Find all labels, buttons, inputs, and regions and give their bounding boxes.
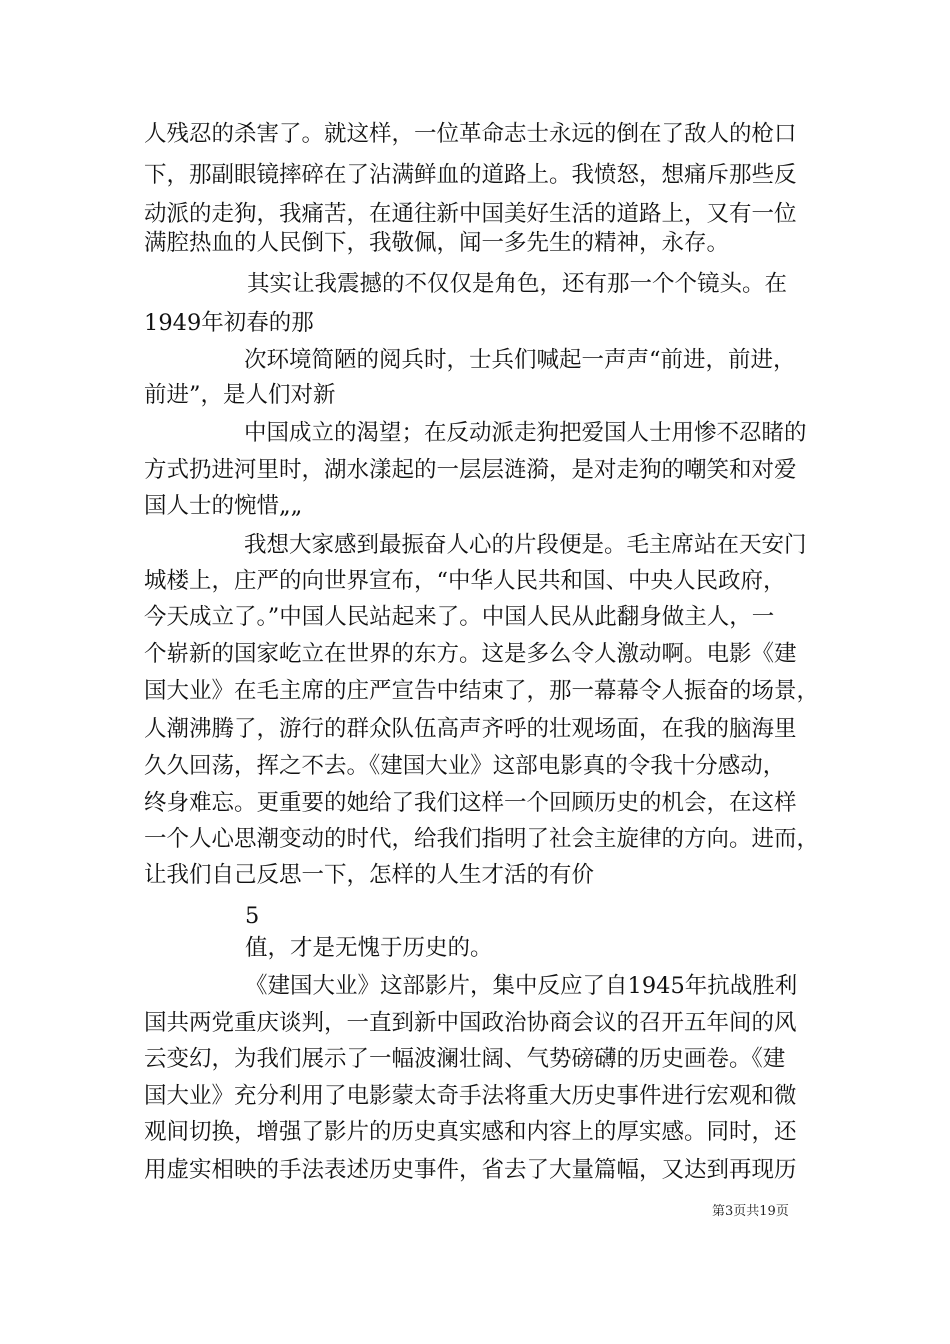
text-line: 国大业》在毛主席的庄严宣告中结束了，那一幕幕令人振奋的场景， xyxy=(144,678,820,704)
text-line: 前进”，是人们对新 xyxy=(144,382,336,408)
text-line: 个崭新的国家屹立在世界的东方。这是多么令人激动啊。电影《建 xyxy=(144,641,797,667)
text-line: 我想大家感到最振奋人心的片段便是。毛主席站在天安门 xyxy=(244,532,807,558)
text-line: 国共两党重庆谈判，一直到新中国政治协商会议的召开五年间的风 xyxy=(144,1010,797,1036)
text-line: 人潮沸腾了，游行的群众队伍高声齐呼的壮观场面，在我的脑海里 xyxy=(144,716,797,742)
text-line: 人残忍的杀害了。就这样，一位革命志士永远的倒在了敌人的枪口 xyxy=(144,121,797,147)
text-line: 下，那副眼镜摔碎在了沾满鲜血的道路上。我愤怒，想痛斥那些反 xyxy=(144,162,797,188)
text-line: 值，才是无愧于历史的。 xyxy=(245,935,493,961)
text-line: 中国成立的渴望；在反动派走狗把爱国人士用惨不忍睹的 xyxy=(244,420,807,446)
text-line: 让我们自己反思一下，怎样的人生才活的有价 xyxy=(144,862,595,888)
text-line: 一个人心思潮变动的时代，给我们指明了社会主旋律的方向。进而， xyxy=(144,826,820,852)
text-line: 久久回荡，挥之不去。《建国大业》这部电影真的令我十分感动， xyxy=(144,753,786,779)
text-line: 其实让我震撼的不仅仅是角色，还有那一个个镜头。在 xyxy=(247,271,788,297)
text-line: 用虚实相映的手法表述历史事件，省去了大量篇幅，又达到再现历 xyxy=(144,1157,797,1183)
text-line: 终身难忘。更重要的她给了我们这样一个回顾历史的机会，在这样 xyxy=(144,790,797,816)
text-line: 今天成立了。”中国人民站起来了。中国人民从此翻身做主人，一 xyxy=(144,604,775,630)
text-line: 满腔热血的人民倒下，我敬佩，闻一多先生的精神，永存。 xyxy=(144,230,730,256)
text-line: 次环境简陋的阅兵时，士兵们喊起一声声“前进，前进， xyxy=(244,347,796,373)
text-line: 城楼上，庄严的向世界宣布，“中华人民共和国、中央人民政府， xyxy=(144,568,786,594)
text-line: 方式扔进河里时，湖水漾起的一层层涟漪，是对走狗的嘲笑和对爱 xyxy=(144,457,797,483)
text-line: 国人士的惋惜„„ xyxy=(144,493,303,519)
page-footer: 第3页共19页 xyxy=(712,1204,789,1219)
text-line: 国大业》充分利用了电影蒙太奇手法将重大历史事件进行宏观和微 xyxy=(144,1083,797,1109)
text-line: 动派的走狗，我痛苦，在通往新中国美好生活的道路上，又有一位 xyxy=(144,201,797,227)
page-number-in-text: 5 xyxy=(245,903,260,929)
text-line: 云变幻，为我们展示了一幅波澜壮阔、气势磅礴的历史画卷。《建 xyxy=(144,1046,786,1072)
text-line: 1949年初春的那 xyxy=(144,310,314,336)
text-line: 观间切换，增强了影片的历史真实感和内容上的厚实感。同时，还 xyxy=(144,1119,797,1145)
text-line: 《建国大业》这部影片，集中反应了自1945年抗战胜利 xyxy=(245,973,798,999)
